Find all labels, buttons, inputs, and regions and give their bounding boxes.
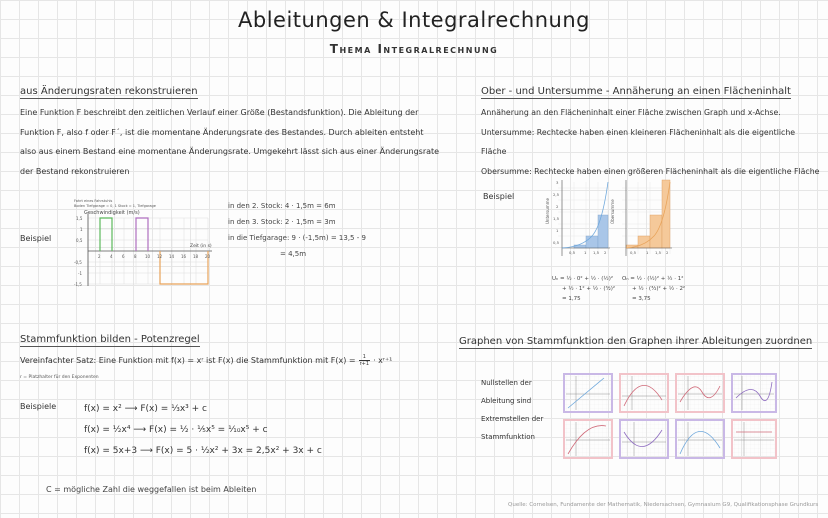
power-rule-suffix: · xʳ⁺¹ — [373, 356, 393, 365]
bar — [598, 215, 608, 248]
page-subtitle: Thema Integralrechnung — [329, 42, 499, 56]
ytick: -1 — [78, 271, 82, 276]
section1-line: also aus einem Bestand eine momentane Änderungsrate. Umgekehrt lässt sich aus einer Änderungsrate — [20, 147, 440, 156]
thumbnail-graph — [564, 374, 612, 412]
example-line: f(x) = ½x⁴ ⟶ F(x) = ½ · ⅕x⁵ = ⅒x⁵ + c — [84, 425, 268, 435]
xtick: 10 — [145, 254, 151, 259]
elevator-velocity-graph — [66, 196, 218, 294]
graph-xlabel: Zeit (in s) — [190, 244, 212, 249]
examples-list — [84, 399, 322, 462]
xtick: 0,5 — [569, 250, 576, 255]
formula-line: Oₙ = ½ · (½)² + ½ · 1² — [622, 276, 684, 282]
calc-line: in den 3. Stock: 2 · 1,5m = 3m — [228, 218, 336, 226]
bar — [586, 236, 598, 248]
thumbnail-graph — [620, 420, 668, 458]
ytick: 1 — [80, 227, 83, 232]
formula-line: Uₙ = ½ · 0² + ½ · (½)² — [552, 276, 614, 282]
xtick: 2 — [604, 250, 607, 255]
fraction-denominator: r+1 — [359, 361, 370, 367]
formula-line: + ½ · 1² + ½ · (³⁄₂)² — [562, 286, 616, 292]
formula-untersumme — [552, 274, 615, 304]
xtick: 1 — [646, 250, 649, 255]
ytick: 1 — [556, 228, 559, 233]
section1-line: Funktion F, also f oder F´, ist die momentane Änderungsrate des Bestandes. Durch ableiten entsteht — [20, 127, 424, 137]
section4-line: Nullstellen der — [481, 379, 532, 387]
c-note: C = mögliche Zahl die weggefallen ist beim Ableiten — [46, 485, 257, 494]
section4-line: Extremstellen der — [481, 415, 544, 423]
section2-line: Obersumme: Rechtecke haben einen größeren Flächeninhalt als die eigentliche Fläche — [481, 166, 820, 176]
section1-line: der Bestand rekonstruieren — [20, 166, 130, 176]
section3-beispiele-label: Beispiele — [20, 402, 57, 411]
section1-calc — [228, 198, 366, 262]
page-title: Ableitungen & Integralrechnung — [238, 8, 590, 32]
chart-label-untersumme: Untersumme — [545, 197, 550, 224]
xtick: 2 — [98, 254, 101, 259]
section4-text — [481, 374, 543, 446]
segment-green — [100, 218, 112, 251]
xtick: 16 — [181, 254, 187, 259]
thumbnail-graph — [620, 374, 668, 412]
xtick: 6 — [122, 254, 125, 259]
ytick: 0,5 — [553, 240, 560, 245]
power-rule-note: r = Platzhalter für den Exponenten — [20, 375, 99, 380]
source-note: Quelle: Cornelsen, Fundamente der Mathematik, Niedersachsen, Gymnasium G9, Qualifikationsphase Grundkurs — [508, 502, 819, 508]
section1-heading: aus Änderungsraten rekonstruieren — [20, 86, 198, 97]
thumbnail-graph — [732, 374, 776, 412]
ytick: 1,5 — [76, 216, 83, 221]
xtick: 1,5 — [593, 250, 600, 255]
graph-ylabel: Geschwindigkeit (m/s) — [84, 210, 140, 216]
bar — [650, 215, 662, 248]
calc-line: = 4,5m — [280, 250, 307, 258]
xtick: 8 — [134, 254, 137, 259]
riemann-sum-charts — [542, 174, 672, 266]
section4-line: Stammfunktion — [481, 433, 535, 441]
xtick: 1 — [584, 250, 587, 255]
power-rule — [20, 354, 392, 367]
ytick: 0,5 — [76, 238, 83, 243]
section2-heading: Ober - und Untersumme - Annäherung an einen Flächeninhalt — [481, 86, 791, 97]
example-line: f(x) = 5x+3 ⟶ F(x) = 5 · ½x² + 3x = 2,5x² + 3x + c — [84, 446, 322, 456]
section1-text — [20, 103, 440, 181]
section1-beispiel-label: Beispiel — [20, 234, 52, 243]
xtick: 14 — [169, 254, 175, 259]
section4-line: Ableitung sind — [481, 397, 532, 405]
segment-purple — [136, 218, 148, 251]
bar — [638, 236, 650, 248]
xtick: 2 — [666, 250, 669, 255]
section4-heading: Graphen von Stammfunktion den Graphen ihrer Ableitungen zuordnen — [459, 336, 813, 347]
power-rule-fraction — [359, 354, 370, 367]
xtick: 12 — [157, 254, 163, 259]
ytick: -0,5 — [74, 260, 82, 265]
formula-line: + ½ · (³⁄₂)² + ½ · 2² — [632, 286, 686, 292]
section2-beispiel-label: Beispiel — [483, 192, 515, 201]
thumbnail-graph — [676, 420, 724, 458]
ytick: 3 — [556, 180, 559, 185]
formula-line: = 3,75 — [632, 296, 651, 302]
fraction-numerator: 1 — [362, 354, 366, 360]
section2-line: Annäherung an den Flächeninhalt einer Fläche zwischen Graph und x-Achse. — [481, 108, 781, 117]
thumbnail-graph — [732, 420, 776, 458]
calc-line: in den 2. Stock: 4 · 1,5m = 6m — [228, 202, 336, 210]
power-rule-text: Vereinfachter Satz: Eine Funktion mit f(x) = xʳ ist F(x) die Stammfunktion mit F(x) = — [20, 356, 356, 365]
xtick: 1,5 — [655, 250, 662, 255]
section2-text — [481, 103, 821, 181]
xtick: 18 — [193, 254, 199, 259]
section2-line: Untersumme: Rechtecke haben einen kleineren Flächeninhalt als die eigentliche Fläche — [481, 127, 796, 156]
graph-caption: Boden Tiefgarage = 0, 1 Stock = 1, Tiefgarage — [74, 204, 156, 208]
xtick: 0,5 — [630, 250, 637, 255]
ytick: 2 — [556, 204, 559, 209]
xtick: 4 — [110, 254, 113, 259]
formula-line: = 1,75 — [562, 296, 581, 302]
thumbnail-graph — [676, 374, 724, 412]
ytick: 1,5 — [553, 216, 560, 221]
xtick: 20 — [205, 254, 211, 259]
calc-line: in die Tiefgarage: 9 · (-1,5m) = 13,5 - 9 — [228, 234, 366, 242]
graph-matching-grid — [562, 372, 778, 462]
example-line: f(x) = x² ⟶ F(x) = ⅓x³ + c — [84, 404, 207, 414]
thumbnail-graph — [564, 420, 612, 458]
ytick: 2,5 — [553, 192, 560, 197]
section3-heading: Stammfunktion bilden - Potenzregel — [20, 334, 200, 345]
graph-caption: Fahrt eines Fahrstuhls — [74, 199, 113, 203]
formula-obersumme — [622, 274, 685, 304]
chart-label-obersumme: Obersumme — [610, 199, 615, 224]
ytick: -1,5 — [74, 282, 82, 287]
section1-line: Eine Funktion F beschreibt den zeitlichen Verlauf einer Größe (Bestandsfunktion). Die Ableitung der — [20, 108, 419, 117]
